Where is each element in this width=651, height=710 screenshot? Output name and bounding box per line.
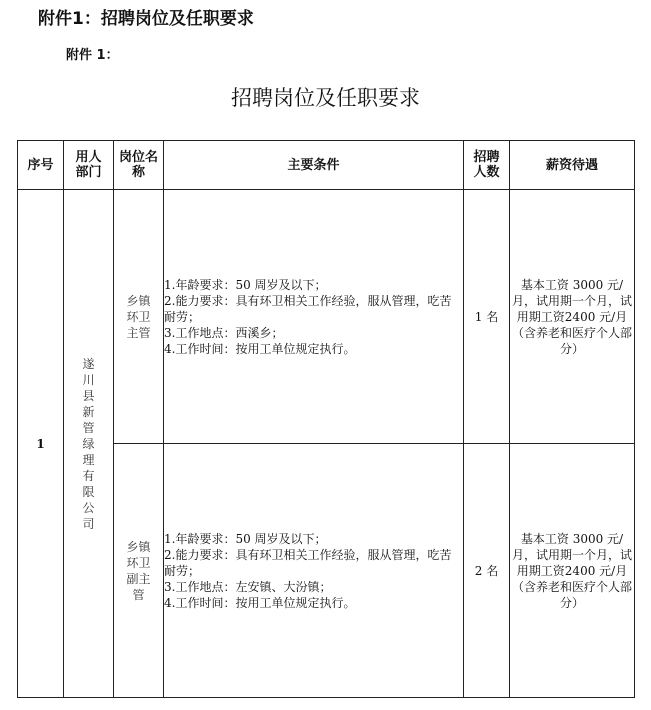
page-title: 招聘岗位及任职要求 [231, 86, 420, 110]
header-position: 岗位名称 [114, 141, 164, 190]
doc-heading: 附件1：招聘岗位及任职要求 [38, 9, 254, 29]
position-cell: 乡镇环卫主管 [114, 190, 164, 444]
condition-line: 3.工作地点：左安镇、大汾镇； [164, 579, 332, 594]
requirements-table [17, 140, 635, 698]
seq-cell: 1 [18, 190, 64, 698]
count-cell: 1 名 [464, 190, 510, 444]
condition-line: 2.能力要求：具有环卫相关工作经验，服从管理，吃苦耐劳； [164, 293, 452, 324]
condition-line: 1.年龄要求：50 周岁及以下； [164, 277, 327, 292]
table-header-row [18, 141, 635, 190]
attachment-label: 附件 1： [66, 48, 119, 63]
position-cell: 乡镇环卫副主管 [114, 444, 164, 698]
conditions-cell [164, 190, 464, 444]
header-conditions: 主要条件 [164, 141, 464, 190]
salary-cell: 基本工资 3000 元/月，试用期一个月，试用期工资2400 元/月（含养老和医疗个人部分） [510, 444, 635, 698]
header-count: 招聘人数 [464, 141, 510, 190]
condition-line: 3.工作地点：西溪乡； [164, 325, 284, 340]
condition-line: 2.能力要求：具有环卫相关工作经验，服从管理，吃苦耐劳； [164, 547, 452, 578]
count-cell: 2 名 [464, 444, 510, 698]
header-dept: 用人部门 [64, 141, 114, 190]
header-seq: 序号 [18, 141, 64, 190]
table-row [18, 190, 635, 444]
condition-line: 1.年龄要求：50 周岁及以下； [164, 531, 327, 546]
condition-line: 4.工作时间：按用工单位规定执行。 [164, 595, 356, 610]
salary-cell: 基本工资 3000 元/月，试用期一个月，试用期工资2400 元/月（含养老和医疗个人部分） [510, 190, 635, 444]
header-salary: 薪资待遇 [510, 141, 635, 190]
conditions-cell [164, 444, 464, 698]
condition-line: 4.工作时间：按用工单位规定执行。 [164, 341, 356, 356]
dept-cell: 遂川县新管绿理有限公司 [64, 190, 114, 698]
